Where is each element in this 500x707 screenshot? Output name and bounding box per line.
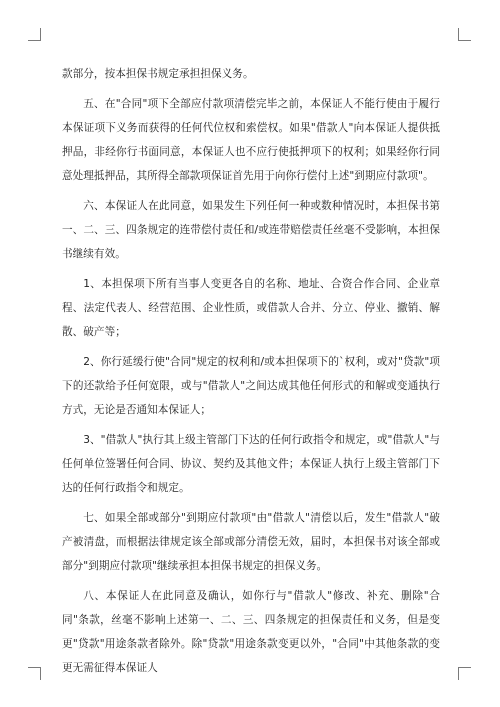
document-body (62, 62, 440, 686)
paragraph-clause-5: 五、在"合同"项下全部应付款项清偿完毕之前，本保证人不能行使由于履行本保证项下义务而获得的任何代位权和索偿权。如果"借款人"向本保证人提供抵押品，非经你行书面同意，本保证人也不应行使抵押项下的权利；如果经你行同意处理抵押品，其所得全部款项保证首先用于向你行偿付上述"到期应付款项"。 (62, 98, 440, 182)
paragraph-clause-6: 六、本保证人在此同意，如果发生下列任何一种或数种情况时，本担保书第一、二、三、四条规定的连带偿付责任和/或连带赔偿责任丝毫不受影响，本担保书继续有效。 (62, 200, 440, 260)
crop-mark-top-left (28, 28, 41, 41)
paragraph-item-2: 2、你行延缓行使"合同"规定的权利和/或本担保项下的`权利，或对"贷款"项下的还款给予任何宽限，或与"借款人"之间达成其他任何形式的和解或变通执行方式，无论是否通知本保证人； (62, 356, 440, 416)
paragraph-item-3: 3、"借款人"执行其上级主管部门下达的任何行政指令和规定，或"借款人"与任何单位签署任何合同、协议、契约及其他文件；本保证人执行上级主管部门下达的任何行政指令和规定。 (62, 434, 440, 494)
paragraph-clause-7: 七、如果全部或部分"到期应付款项"由"借款人"清偿以后，发生"借款人"破产被清盘，而根据法律规定该全部或部分清偿无效，届时，本担保书对该全部或部分"到期应付款项"继续承担本担保书规定的担保义务。 (62, 512, 440, 572)
crop-mark-top-right (458, 28, 471, 41)
crop-mark-bottom-left (28, 667, 41, 680)
paragraph-continuation: 款部分，按本担保书规定承担担保义务。 (62, 68, 254, 80)
paragraph-item-1: 1、本担保项下所有当事人变更各自的名称、地址、合资合作合同、企业章程、法定代表人、经营范围、企业性质，或借款人合并、分立、停业、撤销、解散、破产等； (62, 278, 440, 338)
paragraph-clause-8: 八、本保证人在此同意及确认，如你行与"借款人"修改、补充、删除"合同"条款，丝毫不影响上述第一、二、三、四条规定的担保责任和义务，但是变更"贷款"用途条款者除外。除"贷款"用途条款变更以外，"合同"中其他条款的变更无需征得本保证人 (62, 590, 440, 674)
crop-mark-bottom-right (458, 667, 471, 680)
